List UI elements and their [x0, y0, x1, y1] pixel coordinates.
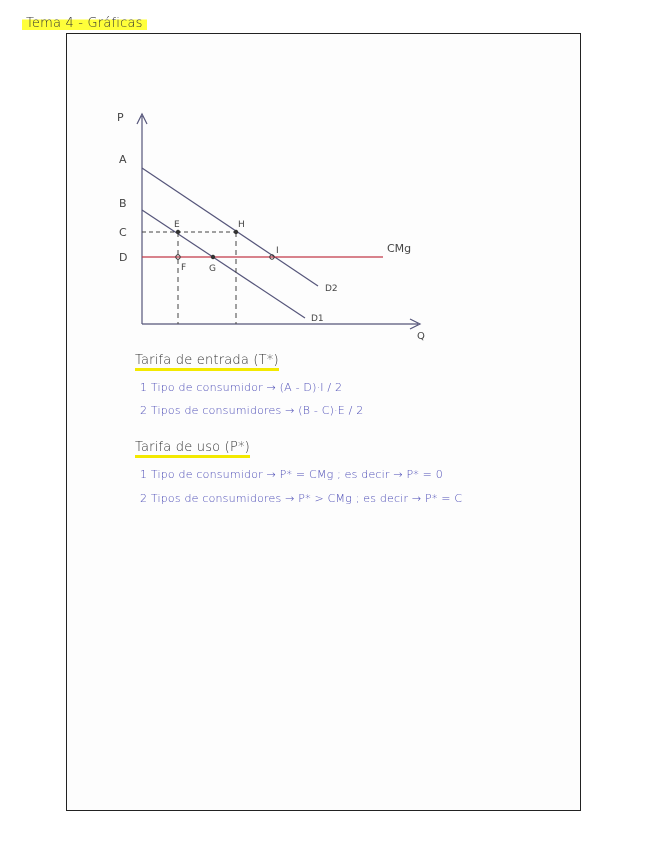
point-label-f: F	[181, 263, 187, 273]
point-label-h: H	[238, 220, 245, 230]
curve-d1-label: D1	[311, 314, 324, 324]
usage-fee-line-1: 1 Tipo de consumidor → P* = CMg ; es decir → P* = 0	[140, 468, 443, 481]
usage-fee-heading: Tarifa de uso (P*)	[135, 440, 250, 458]
point-label-i: I	[276, 246, 279, 256]
demand-curve-d1	[142, 210, 305, 318]
x-axis-label: Q	[417, 331, 425, 342]
entrance-fee-heading: Tarifa de entrada (T*)	[135, 353, 279, 371]
y-axis-label: P	[117, 111, 124, 124]
point-label-g: G	[209, 264, 216, 274]
price-label-d: D	[119, 251, 128, 264]
price-label-c: C	[119, 226, 127, 239]
curve-d2-label: D2	[325, 284, 338, 294]
usage-fee-line-2: 2 Tipos de consumidores → P* > CMg ; es decir → P* = C	[140, 492, 463, 505]
price-label-a: A	[119, 153, 127, 166]
page-title: Tema 4 - Gráficas	[22, 16, 147, 31]
point-g	[211, 255, 215, 259]
point-h	[234, 230, 238, 234]
entrance-fee-line-2: 2 Tipos de consumidores → (B - C)·E / 2	[140, 404, 364, 417]
price-label-b: B	[119, 197, 127, 210]
point-label-e: E	[174, 220, 180, 230]
entrance-fee-line-1: 1 Tipo de consumidor → (A - D)·I / 2	[140, 381, 343, 394]
point-e	[176, 230, 180, 234]
cmg-label: CMg	[387, 242, 412, 255]
